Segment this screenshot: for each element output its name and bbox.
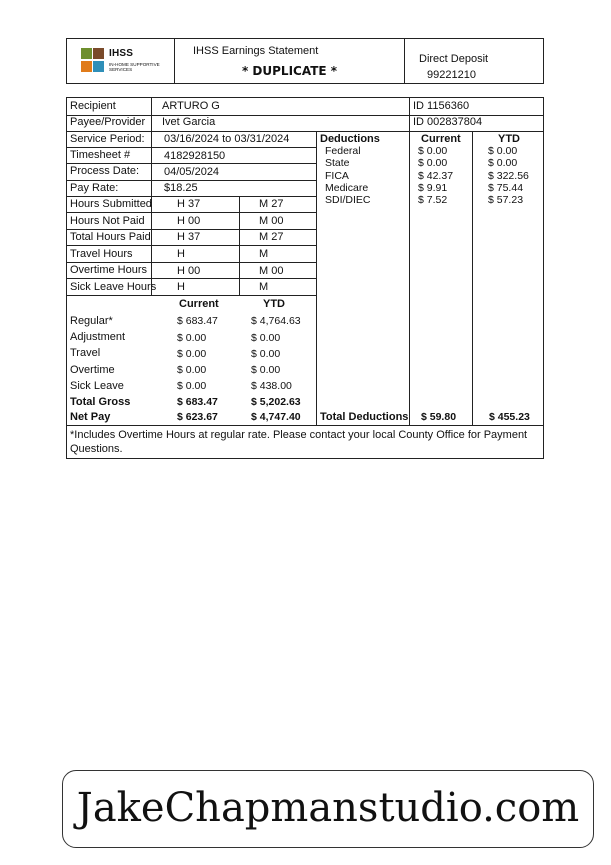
recipient-id: ID 1156360	[413, 100, 470, 112]
deduction-current: $ 0.00	[418, 145, 448, 157]
direct-deposit-number: 99221210	[427, 69, 476, 81]
hours-h: H 00	[177, 215, 201, 227]
pay-rate-label: Pay Rate:	[70, 182, 119, 194]
timesheet-value: 4182928150	[164, 150, 226, 162]
row-line	[67, 212, 316, 213]
row-line	[67, 147, 316, 148]
hours-m: M 00	[259, 215, 284, 227]
earnings-current: $ 683.47	[177, 315, 218, 327]
recipient-label: Recipient	[70, 100, 116, 112]
ihss-logo	[67, 39, 175, 83]
hours-m: M	[259, 248, 269, 260]
total-deductions-ytd: $ 455.23	[489, 411, 530, 423]
total-deductions-current: $ 59.80	[421, 411, 457, 423]
earnings-current: $ 0.00	[177, 332, 207, 344]
col-line	[151, 98, 152, 131]
earnings-ytd: $ 0.00	[251, 364, 281, 376]
earnings-ytd-header: YTD	[263, 298, 285, 310]
logo-square-brown	[93, 48, 104, 59]
earnings-ytd: $ 4,764.63	[251, 315, 301, 327]
total-gross-label: Total Gross	[70, 396, 131, 408]
deduction-ytd: $ 0.00	[488, 145, 518, 157]
col-line	[151, 131, 152, 295]
earnings-ytd: $ 438.00	[251, 380, 292, 392]
statement-header	[66, 38, 544, 84]
process-date-label: Process Date:	[70, 165, 140, 177]
payee-label: Payee/Provider	[70, 116, 146, 128]
deduction-ytd: $ 75.44	[488, 182, 524, 194]
earnings-ytd: $ 0.00	[251, 332, 281, 344]
logo-square-orange	[81, 61, 92, 72]
deductions-current-header: Current	[421, 133, 461, 145]
hours-m: M 27	[259, 231, 284, 243]
deduction-label: Federal	[325, 145, 361, 157]
logo-square-green	[81, 48, 92, 59]
deduction-label: FICA	[325, 170, 349, 182]
row-line	[67, 163, 316, 164]
logo-subtext: IN-HOME SUPPORTIVE SERVICES	[109, 62, 160, 73]
net-pay-ytd: $ 4,747.40	[251, 411, 301, 423]
deduction-ytd: $ 57.23	[488, 194, 524, 206]
payee-value: Ivet Garcia	[162, 116, 216, 128]
deductions-header: Deductions	[320, 133, 380, 145]
deduction-current: $ 42.37	[418, 170, 454, 182]
earnings-current-header: Current	[179, 298, 219, 310]
hours-label: Travel Hours	[70, 248, 133, 260]
total-deductions-label: Total Deductions	[320, 411, 409, 423]
col-line	[316, 131, 317, 425]
logo-text: IHSS	[109, 48, 134, 59]
net-pay-current: $ 623.67	[177, 411, 218, 423]
service-period-label: Service Period:	[70, 133, 145, 145]
row-line	[67, 196, 316, 197]
hours-label: Overtime Hours	[70, 264, 148, 276]
hours-label: Hours Submitted	[70, 198, 152, 210]
deduction-current: $ 0.00	[418, 157, 448, 169]
hours-h: H 00	[177, 265, 201, 277]
hours-m: M 27	[259, 198, 284, 210]
direct-deposit-cell	[405, 39, 545, 83]
deduction-current: $ 7.52	[418, 194, 448, 206]
row-line	[67, 180, 316, 181]
row-line	[67, 295, 316, 296]
pay-rate-value: $18.25	[164, 182, 198, 194]
direct-deposit-label: Direct Deposit	[419, 53, 489, 65]
deduction-label: State	[325, 157, 350, 169]
watermark: JakeChapmanstudio.com	[62, 770, 594, 848]
deduction-current: $ 9.91	[418, 182, 448, 194]
earnings-label: Sick Leave	[70, 380, 124, 392]
col-line	[409, 98, 410, 131]
earnings-current: $ 0.00	[177, 348, 207, 360]
timesheet-label: Timesheet #	[70, 149, 131, 161]
earnings-label: Regular*	[70, 315, 113, 327]
row-line	[67, 278, 316, 279]
earnings-label: Overtime	[70, 364, 115, 376]
deduction-label: Medicare	[325, 182, 369, 194]
hours-h: H	[177, 248, 185, 260]
service-period-value: 03/16/2024 to 03/31/2024	[164, 133, 290, 145]
deduction-ytd: $ 0.00	[488, 157, 518, 169]
payee-id: ID 002837804	[413, 116, 483, 128]
hours-m: M	[259, 281, 269, 293]
hours-h: H	[177, 281, 185, 293]
deduction-ytd: $ 322.56	[488, 170, 529, 182]
hours-h: H 37	[177, 198, 201, 210]
total-gross-current: $ 683.47	[177, 396, 218, 408]
hours-label: Sick Leave Hours	[70, 281, 157, 293]
hours-m: M 00	[259, 265, 284, 277]
col-line	[472, 131, 473, 425]
row-line	[67, 425, 543, 426]
recipient-value: ARTURO G	[162, 100, 220, 112]
deductions-ytd-header: YTD	[498, 133, 520, 145]
col-line	[239, 196, 240, 295]
hours-label: Total Hours Paid	[70, 231, 151, 243]
hours-label: Hours Not Paid	[70, 215, 145, 227]
deduction-label: SDI/DIEC	[325, 194, 371, 206]
row-line	[67, 245, 316, 246]
total-gross-ytd: $ 5,202.63	[251, 396, 301, 408]
earnings-label: Travel	[70, 347, 101, 359]
net-pay-label: Net Pay	[70, 411, 111, 423]
logo-square-blue	[93, 61, 104, 72]
process-date-value: 04/05/2024	[164, 166, 220, 178]
earnings-table	[66, 97, 544, 459]
statement-title: IHSS Earnings Statement	[193, 45, 319, 57]
statement-title-cell	[175, 39, 405, 83]
col-line	[409, 131, 410, 425]
earnings-current: $ 0.00	[177, 364, 207, 376]
earnings-current: $ 0.00	[177, 380, 207, 392]
earnings-ytd: $ 0.00	[251, 348, 281, 360]
row-line	[67, 262, 316, 263]
hours-h: H 37	[177, 231, 201, 243]
earnings-label: Adjustment	[70, 331, 126, 343]
duplicate-label: * DUPLICATE *	[241, 64, 338, 78]
footnote: *Includes Overtime Hours at regular rate. Please contact your local County Office for Payment Questions.	[70, 429, 528, 455]
row-line	[67, 229, 316, 230]
